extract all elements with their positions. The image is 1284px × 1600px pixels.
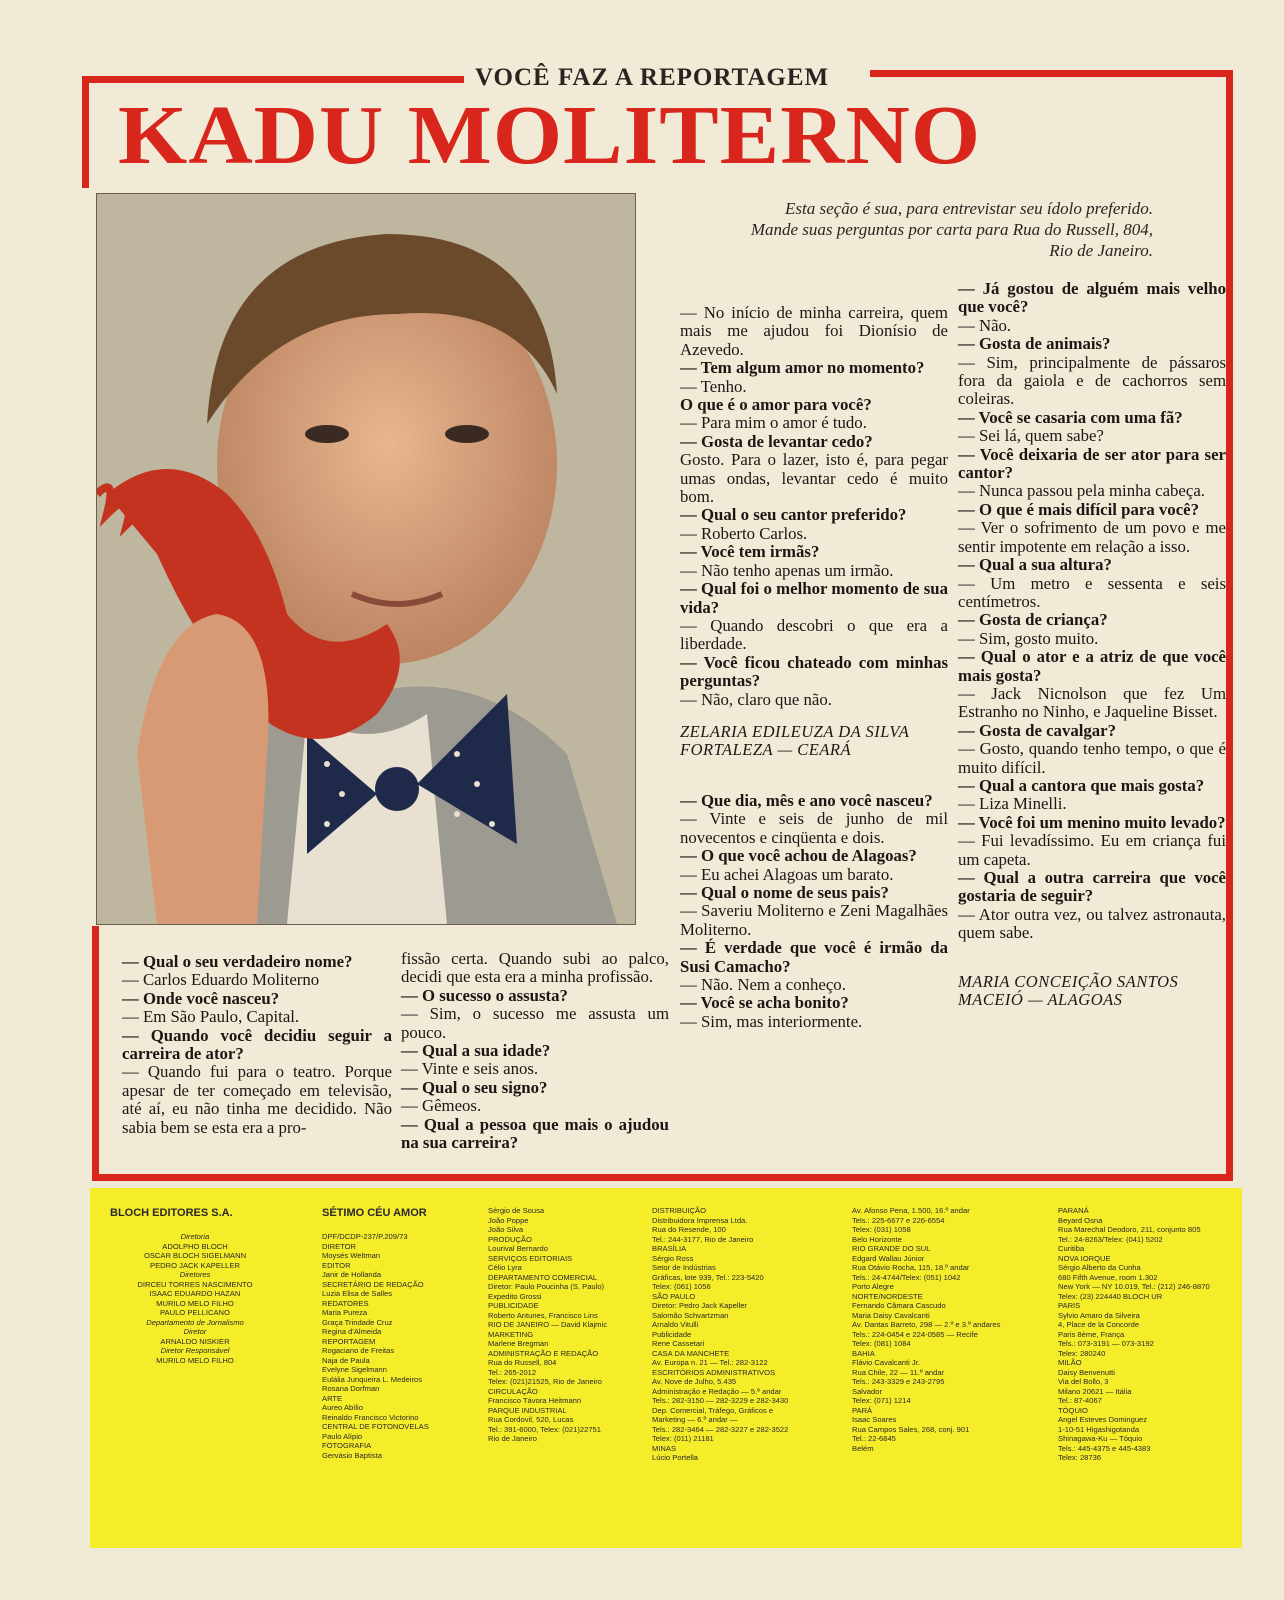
credit-line: DISTRIBUIÇÃO: [652, 1206, 707, 1215]
credit-line: Marlene Bregman: [488, 1339, 549, 1348]
interview-column-2: [680, 304, 948, 1031]
qa-list: [122, 953, 392, 1137]
credit-line: Isaac Soares: [852, 1415, 897, 1424]
answer-text: — Vinte e seis anos.: [401, 1059, 539, 1079]
credit-line: EDITOR: [322, 1260, 351, 1270]
credit-line: Gervásio Baptista: [322, 1450, 382, 1460]
credit-line: Graça Trindade Cruz: [322, 1317, 393, 1327]
credit-line: RIO GRANDE DO SUL: [852, 1244, 931, 1253]
answer-text: — Liza Minelli.: [958, 794, 1067, 814]
credit-line: New York — NY 10.019, Tel.: (212) 246-8870: [1058, 1282, 1210, 1291]
answer-text: — Ator outra vez, ou talvez astronauta, quem sabe.: [958, 904, 1226, 943]
question-text: — Você se casaria com uma fã?: [958, 407, 1183, 427]
credit-line: Telex: (071) 1214: [852, 1396, 911, 1405]
photo-icon: [97, 194, 635, 924]
credit-line: Telex: (23) 224440 BLOCH UR: [1058, 1291, 1163, 1301]
frame-bottom: [92, 1174, 1233, 1181]
credit-line: SÃO PAULO: [652, 1291, 696, 1301]
credit-line: ARNALDO NISKIER: [160, 1336, 230, 1346]
credit-line: Marketing — 6.º andar —: [652, 1415, 738, 1424]
credit-line: ADOLPHO BLOCH: [162, 1241, 228, 1251]
signature-name: MARIA CONCEIÇÃO SANTOS: [958, 971, 1179, 991]
credit-line: PEDRO JACK KAPELLER: [150, 1260, 240, 1270]
credit-line: Daisy Benvenutti: [1058, 1367, 1115, 1377]
answer-text: — Sim, gosto muito.: [958, 628, 1099, 648]
answer-text: — Quando fui para o teatro. Porque apesar de ter começado em televisão, até aí, eu não tinha me decidido. Não sabia bem se esta era a pro-: [122, 1062, 392, 1137]
credit-line: Belém: [852, 1443, 874, 1453]
credit-line: 680 Fifth Avenue, room 1.302: [1058, 1272, 1158, 1282]
answer-text: — Eu achei Alagoas um barato.: [680, 864, 894, 884]
credit-line: PARIS: [1058, 1301, 1081, 1310]
credit-line: Diretores: [179, 1270, 211, 1279]
answer-text: — Não, claro que não.: [680, 689, 832, 709]
credit-line: Tels.: 225-6677 e 226-6554: [852, 1215, 945, 1225]
credit-line: Expedito Grossi: [488, 1291, 542, 1301]
credit-line: MURILO MELO FILHO: [156, 1355, 234, 1365]
credit-line: Tels.: 445-4375 e 445-4383: [1058, 1443, 1151, 1453]
answer-text: fissão certa. Quando subi ao palco, decidi que esta era a minha profissão.: [401, 949, 669, 987]
credit-line: Telex: (081) 1084: [852, 1339, 911, 1348]
qa-list: [680, 304, 948, 709]
credit-line: Tels.: 243-3329 e 243-2795: [852, 1377, 945, 1386]
masthead-credits: [90, 1188, 1242, 1548]
credit-line: Rogaciano de Freitas: [322, 1346, 395, 1355]
credit-line: Arnaldo Vitulli: [652, 1320, 699, 1329]
credit-line: Rua Chile, 22 — 11.º andar: [852, 1367, 945, 1377]
interview-column-3: [958, 280, 1226, 1010]
credit-line: Setor de Indústrias: [652, 1263, 716, 1272]
credit-line: BLOCH EDITORES S.A.: [110, 1207, 233, 1219]
answer-text: — Não. Nem a conheço.: [680, 975, 846, 994]
credit-line: Av. Afonso Pena, 1.500, 16.º andar: [852, 1206, 970, 1215]
credit-line: Rene Cassetari: [652, 1339, 705, 1348]
answer-text: — Gêmeos.: [401, 1096, 482, 1116]
credit-line: Janir de Hollanda: [322, 1270, 382, 1279]
question-text: — Qual o seu verdadeiro nome?: [122, 952, 353, 971]
answer-text: — Sei lá, quem sabe?: [958, 426, 1104, 446]
answer-text: — Sim, o sucesso me assusta um pouco.: [401, 1004, 669, 1042]
question-text: — Qual a cantora que mais gosta?: [958, 775, 1205, 795]
answer-text: — Em São Paulo, Capital.: [122, 1007, 300, 1027]
credit-line: DPF/DCDP-237/P.209/73: [322, 1232, 408, 1241]
credit-line: Milano 20621 — Itália: [1058, 1386, 1132, 1396]
credit-line: Rio de Janeiro: [488, 1434, 537, 1443]
credit-line: Rua Otávio Rocha, 115, 18.º andar: [852, 1263, 970, 1272]
answer-text: — Quando descobri o que era a liberdade.: [680, 615, 948, 654]
credit-line: João Poppe: [488, 1215, 529, 1225]
credit-line: Tels.: 282-3464 — 282-3227 e 282-3522: [652, 1424, 789, 1434]
question-text: — Onde você nasceu?: [122, 988, 280, 1008]
question-text: — Você tem irmãs?: [680, 542, 820, 562]
credit-line: MINAS: [652, 1443, 677, 1453]
answer-text: — Sim, mas interiormente.: [680, 1011, 863, 1031]
credit-line: Tels.: 282-3150 — 282-3229 e 282-3430: [652, 1396, 789, 1405]
signature-name: ZELARIA EDILEUZA DA SILVA: [680, 721, 910, 741]
answer-text: — Saveriu Moliterno e Zeni Magalhães Moliterno.: [680, 901, 948, 939]
interview-bottom-2: [401, 950, 669, 1152]
credit-line: NOVA IORQUE: [1058, 1253, 1111, 1263]
credit-line: PARÁ: [852, 1405, 873, 1415]
signature-city: MACEIÓ — ALAGOAS: [958, 990, 1123, 1010]
question-text: — Gosta de cavalgar?: [958, 720, 1117, 740]
credit-line: Distribuidora Imprensa Ltda.: [652, 1215, 748, 1225]
frame-left-top: [82, 76, 89, 188]
credit-line: CENTRAL DE FOTONOVELAS: [322, 1422, 429, 1431]
credit-line: NORTE/NORDESTE: [852, 1291, 923, 1301]
answer-text: — Fui levadíssimo. Eu em criança fui um capeta.: [958, 831, 1226, 869]
credit-line: Porto Alegre: [852, 1282, 894, 1291]
credits-column: [852, 1206, 1042, 1453]
credit-line: 1-10-51 Higashigotanda: [1058, 1424, 1140, 1434]
credit-line: Salvador: [852, 1386, 882, 1396]
credits-column: [110, 1206, 280, 1365]
credit-line: FOTOGRAFIA: [322, 1441, 372, 1450]
credit-line: Paulo Alípio: [322, 1431, 363, 1441]
credit-line: REDATORES: [322, 1298, 369, 1308]
credit-line: Eulália Junqueira L. Medeiros: [322, 1374, 423, 1384]
credits-column: [322, 1206, 472, 1460]
credit-line: Luzia Elisa de Salles: [322, 1289, 393, 1298]
credit-line: Sérgio Alberto da Cunha: [1058, 1263, 1141, 1272]
frame-left-bottom: [92, 926, 99, 1180]
credit-line: Tel.: 244-3177, Rio de Janeiro: [652, 1234, 754, 1244]
question-text: — Já gostou de alguém mais velho que você?: [958, 279, 1226, 317]
question-text: — Qual foi o melhor momento de sua vida?: [680, 579, 948, 617]
answer-text: — Gosto, quando tenho tempo, o que é muito difícil.: [958, 739, 1226, 777]
qa-list: [401, 950, 669, 1152]
credit-line: Roberto Antunes, Francisco Lins: [488, 1310, 598, 1320]
credit-line: Publicidade: [652, 1329, 692, 1339]
credit-line: João Silva: [488, 1225, 524, 1234]
question-text: O que é o amor para você?: [680, 395, 872, 415]
credits-column: [652, 1206, 832, 1463]
credit-line: Flávio Cavalcanti Jr.: [852, 1358, 920, 1367]
credit-line: Rua Campos Sales, 268, conj. 901: [852, 1424, 970, 1434]
page-title: KADU MOLITERNO: [118, 89, 982, 182]
credit-line: Rosana Dorfman: [322, 1384, 380, 1393]
section-kicker: VOCÊ FAZ A REPORTAGEM: [475, 64, 830, 91]
question-text: — Qual o nome de seus pais?: [680, 882, 889, 902]
credit-line: Angel Esteves Dominguez: [1058, 1415, 1148, 1424]
credit-line: DIRETOR: [322, 1241, 357, 1251]
credit-line: Telex: 280240: [1058, 1348, 1106, 1358]
question-text: — Qual a pessoa que mais o ajudou na sua carreira?: [401, 1114, 669, 1153]
credit-line: Moysés Weltman: [322, 1251, 381, 1260]
credit-line: Administração e Redação — 5.º andar: [652, 1386, 782, 1396]
credit-line: Telex: 28736: [1058, 1453, 1102, 1462]
question-text: — Qual a sua idade?: [401, 1041, 551, 1061]
credit-line: Via del Bollo, 3: [1058, 1377, 1109, 1386]
answer-text: — Tenho.: [680, 376, 747, 396]
credit-line: Tels.: 224-0454 e 224-0585 — Recife: [852, 1329, 978, 1339]
credit-line: Evelyne Sigelmann: [322, 1365, 388, 1374]
credit-line: Fernando Câmara Cascudo: [852, 1301, 946, 1310]
credit-line: Diretor: Pedro Jack Kapeller: [652, 1301, 747, 1310]
answer-text: Gosto. Para o lazer, isto é, para pegar umas ondas, levantar cedo é muito bom.: [680, 450, 948, 507]
credit-line: Telex: (011) 21181: [652, 1434, 714, 1443]
signature-city: FORTALEZA — CEARÁ: [680, 740, 852, 760]
credit-line: SÉTIMO CÉU AMOR: [322, 1207, 427, 1219]
credit-line: Diretor: [183, 1327, 207, 1336]
credit-line: Paris 8ème, França: [1058, 1329, 1125, 1339]
question-text: — O que você achou de Alagoas?: [680, 846, 917, 866]
credit-line: Francisco Távora Heitmann: [488, 1396, 582, 1405]
credits-column: [488, 1206, 638, 1444]
question-text: — Gosta de levantar cedo?: [680, 431, 873, 451]
credit-line: PRODUÇÃO: [488, 1234, 532, 1244]
question-text: — Qual a sua altura?: [958, 555, 1112, 575]
credit-line: Tels.: 073-3191 — 073-3192: [1058, 1339, 1154, 1348]
credit-line: Rua do Resende, 100: [652, 1225, 726, 1234]
intro-text: Esta seção é sua, para entrevistar seu ídolo preferido. Mande suas perguntas por carta para Rua do Russell, 804, Rio de Janeiro.: [750, 199, 1153, 260]
credit-line: PUBLICIDADE: [488, 1301, 539, 1310]
answer-text: — Nunca passou pela minha cabeça.: [958, 481, 1205, 501]
question-text: — Gosta de animais?: [958, 334, 1111, 354]
credit-line: TÓQUIO: [1058, 1405, 1088, 1415]
answer-text: — No início de minha carreira, quem mais me ajudou foi Dionísio de Azevedo.: [680, 303, 948, 359]
credit-line: Departamento de Jornalismo: [146, 1317, 244, 1327]
credit-line: SERVIÇOS EDITORIAIS: [488, 1253, 573, 1263]
portrait-photo: [96, 193, 636, 925]
answer-text: — Carlos Eduardo Moliterno: [122, 970, 320, 990]
answer-text: — Não tenho apenas um irmão.: [680, 560, 894, 580]
question-text: — Tem algum amor no momento?: [680, 358, 925, 378]
credit-line: Maria Pureza: [322, 1308, 368, 1317]
credit-line: Sérgio de Sousa: [488, 1206, 545, 1215]
credit-line: Rua Marechal Deodoro, 211, conjunto 805: [1058, 1225, 1201, 1234]
credit-line: PAULO PELLICANO: [160, 1308, 230, 1317]
credit-line: Belo Horizonte: [852, 1234, 902, 1244]
credit-line: Sérgio Ross: [652, 1253, 694, 1263]
credit-line: Salomão Schvartzman: [652, 1310, 729, 1320]
credit-line: Telex: (061) 1056: [652, 1282, 711, 1291]
credit-line: Av. Dantas Barreto, 298 — 2.º e 3.º andares: [852, 1320, 1001, 1329]
credit-line: Aureo Abílio: [322, 1403, 363, 1412]
answer-text: — Não.: [958, 315, 1012, 335]
question-text: — Qual o seu signo?: [401, 1077, 548, 1097]
answer-text: — Ver o sofrimento de um povo e me sentir impotente em relação a isso.: [958, 518, 1226, 556]
qa-list: [958, 280, 1226, 943]
question-text: — Você se acha bonito?: [680, 993, 849, 1013]
question-text: — O sucesso o assusta?: [401, 985, 568, 1005]
credit-line: ADMINISTRAÇÃO E REDAÇÃO: [488, 1348, 599, 1358]
credit-line: 4, Place de la Concorde: [1058, 1320, 1140, 1329]
credit-line: PARQUE INDUSTRIAL: [488, 1405, 567, 1415]
question-text: — Quando você decidiu seguir a carreira de ator?: [122, 1025, 392, 1064]
credit-line: MURILO MELO FILHO: [156, 1298, 234, 1308]
question-text: — Qual o seu cantor preferido?: [680, 505, 907, 525]
credit-line: Maria Daisy Cavalcanti: [852, 1310, 930, 1320]
credit-line: Tel.: 24-8263/Telex: (041) 5202: [1058, 1234, 1163, 1244]
credit-line: OSCAR BLOCH SIGELMANN: [143, 1251, 247, 1260]
frame-top-left: [82, 76, 464, 83]
credit-line: RIO DE JANEIRO — David Klajmic: [488, 1320, 607, 1329]
credit-line: Rua do Russell, 804: [488, 1358, 557, 1367]
credit-line: Tels.: 24-4744/Telex: (051) 1042: [852, 1272, 961, 1282]
question-text: — Você deixaria de ser ator para ser cantor?: [958, 444, 1226, 483]
credit-line: Rua Cordovil, 520, Lucas: [488, 1415, 574, 1424]
credit-line: BAHIA: [852, 1348, 875, 1358]
question-text: — Você foi um menino muito levado?: [958, 812, 1226, 832]
credit-line: ESCRITÓRIOS ADMINISTRATIVOS: [652, 1367, 776, 1377]
question-text: — Que dia, mês e ano você nasceu?: [680, 790, 933, 810]
credit-line: Beyard Osna: [1058, 1215, 1103, 1225]
credit-line: Lourival Bernardo: [488, 1244, 548, 1253]
answer-text: — Para mim o amor é tudo.: [680, 413, 867, 433]
credit-line: DIRCEU TORRES NASCIMENTO: [137, 1279, 253, 1289]
credit-line: SECRETÁRIO DE REDAÇÃO: [322, 1279, 424, 1289]
answer-text: — Vinte e seis de junho de mil novecentos e cinqüenta e dois.: [680, 809, 948, 847]
credit-line: Shinagawa-Ku — Tóquio: [1058, 1434, 1143, 1443]
credit-line: Reinaldo Francisco Victorino: [322, 1412, 419, 1422]
credits-column: [1058, 1206, 1238, 1463]
credit-line: Curitiba: [1058, 1244, 1085, 1253]
credit-line: Av. Europa n. 21 — Tel.: 282-3122: [652, 1358, 768, 1367]
credit-line: Telex: (021)21525, Rio de Janeiro: [488, 1377, 602, 1386]
credit-line: Tel.: 87-4067: [1058, 1396, 1102, 1405]
credit-line: CIRCULAÇÃO: [488, 1386, 538, 1396]
credit-line: Diretor: Paulo Poucinha (S. Paulo): [488, 1282, 605, 1291]
question-text: — É verdade que você é irmão da Susi Camacho?: [680, 938, 948, 976]
credit-line: MARKETING: [488, 1329, 534, 1339]
credit-line: DEPARTAMENTO COMERCIAL: [488, 1272, 598, 1282]
answer-text: — Roberto Carlos.: [680, 523, 808, 543]
interview-bottom-1: [122, 953, 392, 1137]
credit-line: Sylvio Amaro da Silveira: [1058, 1310, 1140, 1320]
credit-line: Tel.: 22-6845: [852, 1434, 896, 1443]
question-text: — Gosta de criança?: [958, 610, 1108, 630]
credit-line: Lúcio Portella: [652, 1453, 699, 1462]
credit-line: ARTE: [322, 1393, 343, 1403]
credit-line: MILÃO: [1058, 1358, 1082, 1367]
credit-line: ISAAC EDUARDO HAZAN: [149, 1289, 241, 1298]
qa-list: [680, 792, 948, 1031]
credit-line: Regina d'Almeida: [322, 1327, 382, 1336]
frame-right: [1226, 70, 1233, 1180]
frame-top-right: [870, 70, 1232, 77]
credit-line: Av. Nove de Julho, 5.435: [652, 1377, 737, 1386]
question-text: — O que é mais difícil para você?: [958, 499, 1199, 519]
question-text: — Qual o ator e a atriz de que você mais gosta?: [958, 647, 1226, 685]
question-text: — Você ficou chateado com minhas perguntas?: [680, 652, 948, 691]
credit-line: PARANÁ: [1058, 1206, 1089, 1215]
answer-text: — Um metro e sessenta e seis centímetros.: [958, 573, 1226, 611]
credit-line: Tel.: 391-6000, Telex: (021)22751: [488, 1424, 602, 1434]
credit-line: Telex: (031) 1058: [852, 1225, 911, 1234]
credit-line: Diretoria: [180, 1232, 210, 1241]
credit-line: BRASÍLIA: [652, 1244, 687, 1253]
credit-line: Gráficas, lote 939, Tel.: 223-5420: [652, 1272, 764, 1282]
credit-line: REPORTAGEM: [322, 1336, 376, 1346]
credit-line: Dep. Comercial, Tráfego, Gráficos e: [652, 1405, 774, 1415]
answer-text: — Sim, principalmente de pássaros fora da gaiola e de cachorros sem coleiras.: [958, 352, 1226, 409]
credit-line: Tel.: 265-2012: [488, 1367, 537, 1377]
question-text: — Qual a outra carreira que você gostaria de seguir?: [958, 868, 1226, 906]
credit-line: Edgard Wallau Júnior: [852, 1253, 925, 1263]
credit-line: Naja de Paula: [322, 1355, 370, 1365]
credit-line: Diretor Responsável: [160, 1346, 230, 1355]
credit-line: CASA DA MANCHETE: [652, 1348, 730, 1358]
credit-line: Célio Lyra: [488, 1263, 522, 1272]
answer-text: — Jack Nicnolson que fez Um Estranho no Ninho, e Jaqueline Bisset.: [958, 683, 1226, 722]
